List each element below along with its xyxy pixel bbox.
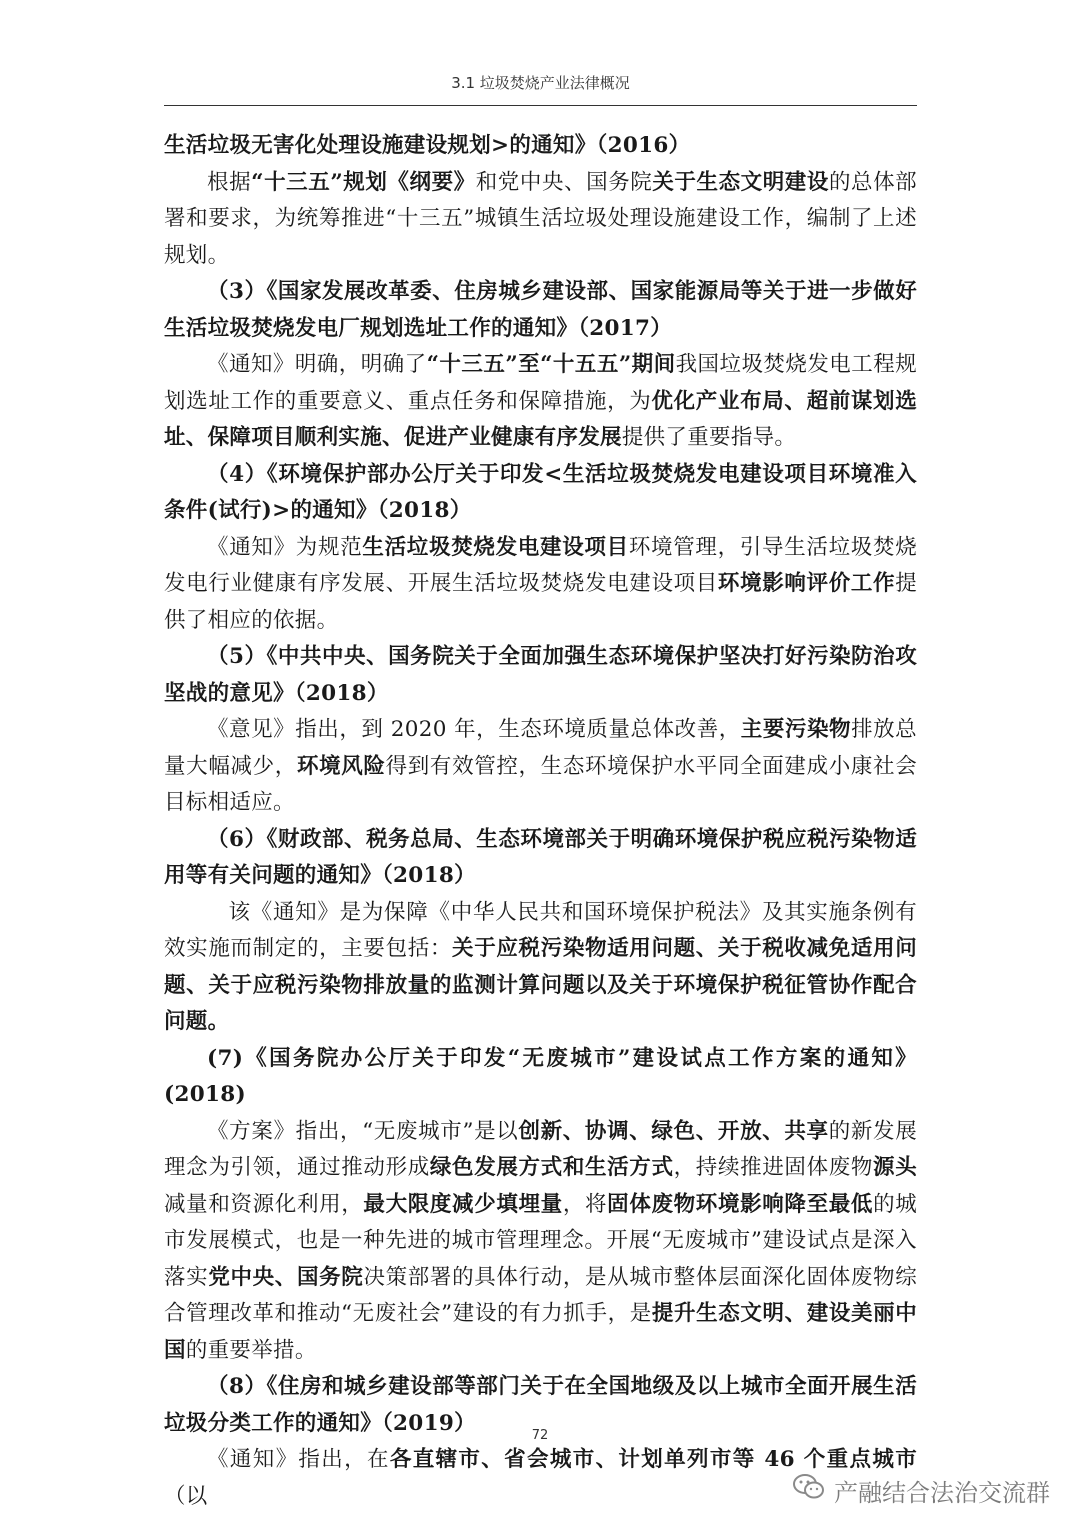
bold-text: 优化产业布局、超前谋划选址、保障项目顺利实施、促进产业健康有序发展 xyxy=(164,388,917,450)
bold-text: 关于应税污染物适用问题、关于税收减免适用问题、关于应税污染物排放量的监测计算问题以及关于环境保护税征管协作配合问题。 xyxy=(164,936,917,1034)
body-paragraph xyxy=(164,712,917,822)
text-run: 《通知》明确，明确了 xyxy=(207,352,427,377)
section-heading xyxy=(164,822,917,895)
bold-text: 固体废物环境影响降至最低 xyxy=(607,1191,874,1217)
body-paragraph xyxy=(164,165,917,275)
section-heading xyxy=(164,639,917,712)
text-run: 的总体部署和要求，为统筹推进“十三五”城镇生活垃圾处理设施建设工作，编制了上述规划。 xyxy=(164,169,917,268)
text-run: 《通知》指出，在 xyxy=(207,1447,390,1472)
text-run: 的新发展理念为引领，通过推动形成 xyxy=(164,1118,918,1180)
text-run: ，持续推进固体废物 xyxy=(673,1155,874,1180)
bold-text: 生活垃圾焚烧发电建设项目 xyxy=(362,534,629,560)
text-run: ，将 xyxy=(562,1191,608,1217)
text-run: 我国垃圾焚烧发电工程规划选址工作的重要意义、重点任务和保障措施，为 xyxy=(164,352,917,414)
bold-text: (7)《国务院办公厅关于印发“无废城市”建设试点工作方案的通知》(2018) xyxy=(164,1045,917,1107)
section-heading xyxy=(164,128,917,165)
text-run: 《通知》为规范 xyxy=(207,534,363,560)
body-paragraph xyxy=(164,530,917,640)
text-run: 的城市发展模式，也是一种先进的城市管理理念。开展“无废城市”建设试点是深入落实 xyxy=(164,1191,918,1290)
section-heading xyxy=(164,457,917,530)
text-run: 和党中央、国务院 xyxy=(475,169,653,195)
bold-text: 生活垃圾无害化处理设施建设规划>的通知》（2016） xyxy=(164,133,691,158)
text-run: 该《通知》是为保障《中华人民共和国环境保护税法》及其实施条例有效实施而制定的，主要包括： xyxy=(164,899,917,961)
bold-text: “十三五”至“十五五”期间 xyxy=(426,352,676,377)
bold-text: （4）《环境保护部办公厅关于印发<生活垃圾焚烧发电建设项目环境准入条件(试行)>的通知》（2018） xyxy=(164,461,917,523)
bold-text: （8）《住房和城乡建设部等部门关于在全国地级及以上城市全面开展生活垃圾分类工作的通知》（2019） xyxy=(164,1374,917,1436)
bold-text: （3）《国家发展改革委、住房城乡建设部、国家能源局等关于进一步做好生活垃圾焚烧发电厂规划选址工作的通知》（2017） xyxy=(164,279,917,341)
bold-text: 关于生态文明建设 xyxy=(652,169,829,195)
wechat-icon xyxy=(792,1472,826,1508)
bold-text: 创新、协调、绿色、开放、共享 xyxy=(518,1118,829,1144)
page-number: 72 xyxy=(531,1428,549,1443)
body-paragraph xyxy=(164,347,917,457)
body-paragraph xyxy=(164,895,917,1041)
text-run: 《方案》指出，“无废城市”是以 xyxy=(207,1118,519,1144)
document-body xyxy=(164,128,917,1515)
header-rule xyxy=(164,105,917,106)
text-run: 得到有效管控，生态环境保护水平同全面建成小康社会目标相适应。 xyxy=(164,753,918,815)
bold-text: 最大限度减少填埋量 xyxy=(363,1191,563,1217)
watermark-text: 产融结合法治交流群 xyxy=(834,1478,1050,1507)
body-paragraph xyxy=(164,1114,917,1370)
bold-text: 环境风险 xyxy=(296,753,386,779)
bold-text: 源头 xyxy=(873,1155,918,1180)
bold-text: 提升生态文明、建设美丽中国 xyxy=(164,1301,917,1363)
bold-text: 环境影响评价工作 xyxy=(717,571,896,596)
section-heading xyxy=(164,1041,917,1114)
text-run: 《意见》指出，到 2020 年，生态环境质量总体改善， xyxy=(207,717,741,742)
bold-text: “十三五”规划《纲要》 xyxy=(251,169,476,195)
bold-text: （5）《中共中央、国务院关于全面加强生态环境保护坚决打好污染防治攻坚战的意见》（2018） xyxy=(164,644,917,706)
text-run: 环境管理，引导生活垃圾焚烧发电行业健康有序发展、开展生活垃圾焚烧发电建设项目 xyxy=(164,534,918,596)
text-run: 提供了相应的依据。 xyxy=(164,571,917,633)
bold-text: 绿色发展方式和生活方式 xyxy=(429,1155,674,1180)
text-run: 决策部署的具体行动，是从城市整体层面深化固体废物综合管理改革和推动“无废社会”建设的有力抓手，是 xyxy=(164,1264,917,1326)
text-run: 提供了重要指导。 xyxy=(621,425,797,450)
text-run: 的重要举措。 xyxy=(185,1337,317,1363)
section-heading xyxy=(164,274,917,347)
bold-text: （6）《财政部、税务总局、生态环境部关于明确环境保护税应税污染物适用等有关问题的通知》（2018） xyxy=(164,826,917,888)
text-run: （以 xyxy=(164,1483,208,1509)
bold-text: 党中央、国务院 xyxy=(208,1264,364,1290)
text-run: 根据 xyxy=(207,169,252,195)
watermark xyxy=(792,1472,1050,1508)
bold-text: 主要污染物 xyxy=(740,717,852,742)
text-run: 排放总量大幅减少， xyxy=(164,717,917,779)
page-header: 3.1 垃圾焚烧产业法律概况 xyxy=(451,74,630,92)
bold-text: 各直辖市、省会城市、计划单列市等 46 个重点城市 xyxy=(389,1447,917,1472)
text-run: 减量和资源化利用， xyxy=(164,1191,364,1217)
